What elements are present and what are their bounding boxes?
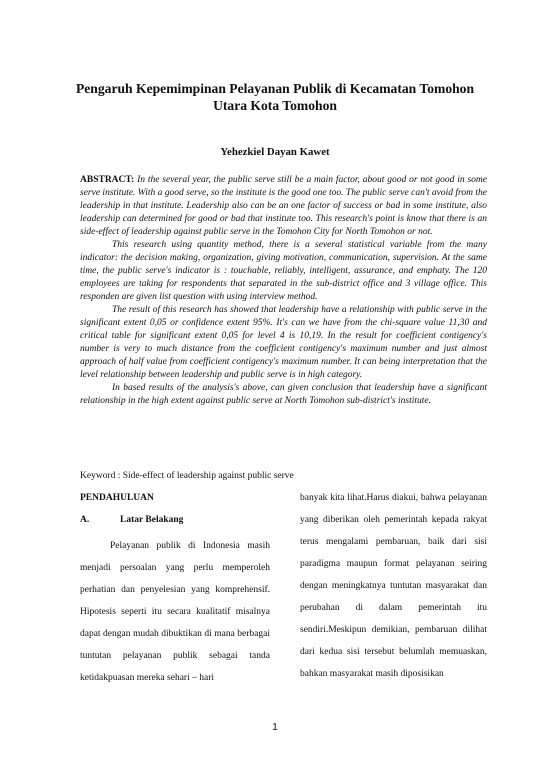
- abstract-paragraph-4: In based results of the analysis's above, can given conclusion that leadership have a significant relationship in the high extent against public serve at North Tomohon sub-district's institute.: [80, 383, 487, 406]
- abstract-paragraph-2: This research using quantity method, there is a several statistical variable from the many indicator: the decision making, organization, giving motivation, communication, supervision. At the same time, the public serve's indicator is : touchable, reliably, intelligent, assurance, and emphaty. The 120 employees are taking for respondents that separated in the sub-district office and 3 village office. This responden are given list question with using interview method.: [80, 240, 487, 302]
- keyword-line: Keyword : Side-effect of leadership against public serve: [80, 471, 294, 481]
- subsection-title: Latar Belakang: [120, 515, 184, 525]
- subsection-heading: [80, 509, 270, 531]
- abstract-block: [80, 174, 487, 408]
- paper-title-line-2: Utara Kota Tomohon: [213, 98, 337, 113]
- abstract-paragraph-3: The result of this research has showed that leadership have a relationship with public serve in the significant extent 0,05 or confidence extent 95%. It's can we have from the chi-square value 11,30 and critical table for significant extent 0,05 for level 4 is 10,19. In the result for coefficient contigency's number is very to much distance from the coefficient contigency's maximum number and just almost approach of half value from coefficient contigency's maximum number. It can being interpretation that the level relationship between leadership and public serve is in high category.: [80, 305, 487, 380]
- paper-title: [60, 80, 490, 114]
- body-paragraph-right: banyak kita lihat.Harus diakui, bahwa pelayanan yang diberikan oleh pemerintah kepada rakyat terus mengalami pembaruan, baik dari sisi paradigma maupun format pelayanan seiring dengan meningkatnya tuntutan masyarakat dan perubahan di dalam pemerintah itu sendiri.Meskipun demikian, pembaruan dilihat dari kedua sisi tersebut belumlah memuaskan, bahkan masyarakat masih diposisikan: [300, 493, 487, 679]
- abstract-label: ABSTRACT:: [80, 175, 135, 185]
- body-column-left: [80, 487, 270, 689]
- paper-title-line-1: Pengaruh Kepemimpinan Pelayanan Publik di Kecamatan Tomohon: [75, 81, 475, 96]
- abstract-paragraph-1: [80, 174, 487, 239]
- abstract-text-1: In the several year, the public serve still be a main factor, about good or not good in some serve institute. With a good serve, so the institute is the good one too. The public serve can't avoid from the leadership in that institute. Leadership also can be an one factor of success or bad in some institute, also leadership can determined for good or bad that institute too. This research's point is know that there is an side-effect of leadership against public serve in the Tomohon City for North Tomohon or not.: [80, 175, 487, 237]
- page-number: 1: [272, 722, 278, 733]
- author-name: Yehezkiel Dayan Kawet: [220, 146, 330, 158]
- subsection-number: A.: [80, 515, 90, 525]
- section-heading: PENDAHULUAN: [80, 493, 154, 503]
- body-column-right: [300, 487, 487, 685]
- body-paragraph-left: Pelayanan publik di Indonesia masih menjadi persoalan yang perlu memperoleh perhatian dan penyelesian yang komprehensif. Hipotesis seperti itu secara kualitatif misalnya dapat dengan mudah dibuktikan di mana berbagai tuntutan pelayanan publik sebagai tanda ketidakpuasan mereka sehari – hari: [80, 541, 270, 683]
